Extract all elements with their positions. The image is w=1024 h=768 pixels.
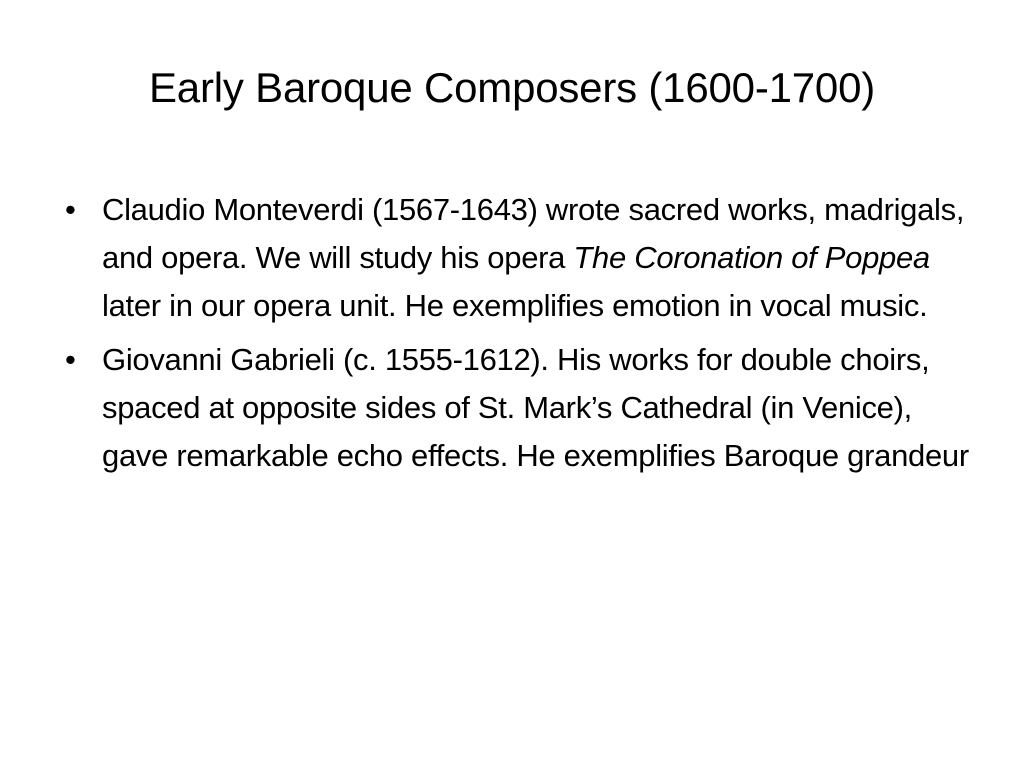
- bullet-item-gabrieli: [60, 336, 980, 480]
- bullet-text: Giovanni Gabrieli (c. 1555-1612). His works for double choirs, spaced at opposite sides of St. Mark’s Cathedral (in Venice), gave remarkable echo effects. He exemplifies Baroque grandeur: [102, 342, 969, 473]
- slide-title: Early Baroque Composers (1600-1700): [148, 64, 876, 111]
- bullet-text-cont: later in our opera unit. He exemplifies emotion in vocal music.: [102, 288, 928, 323]
- bullet-text: Claudio Monteverdi (1567-1643) wrote sacred works, madrigals, and opera. We will study his opera: [102, 192, 965, 275]
- bullet-list: [60, 186, 980, 486]
- work-title: The Coronation of Poppea: [573, 240, 930, 275]
- bullet-icon: •: [65, 192, 76, 227]
- bullet-icon: •: [65, 342, 76, 377]
- bullet-item-monteverdi: [60, 186, 980, 330]
